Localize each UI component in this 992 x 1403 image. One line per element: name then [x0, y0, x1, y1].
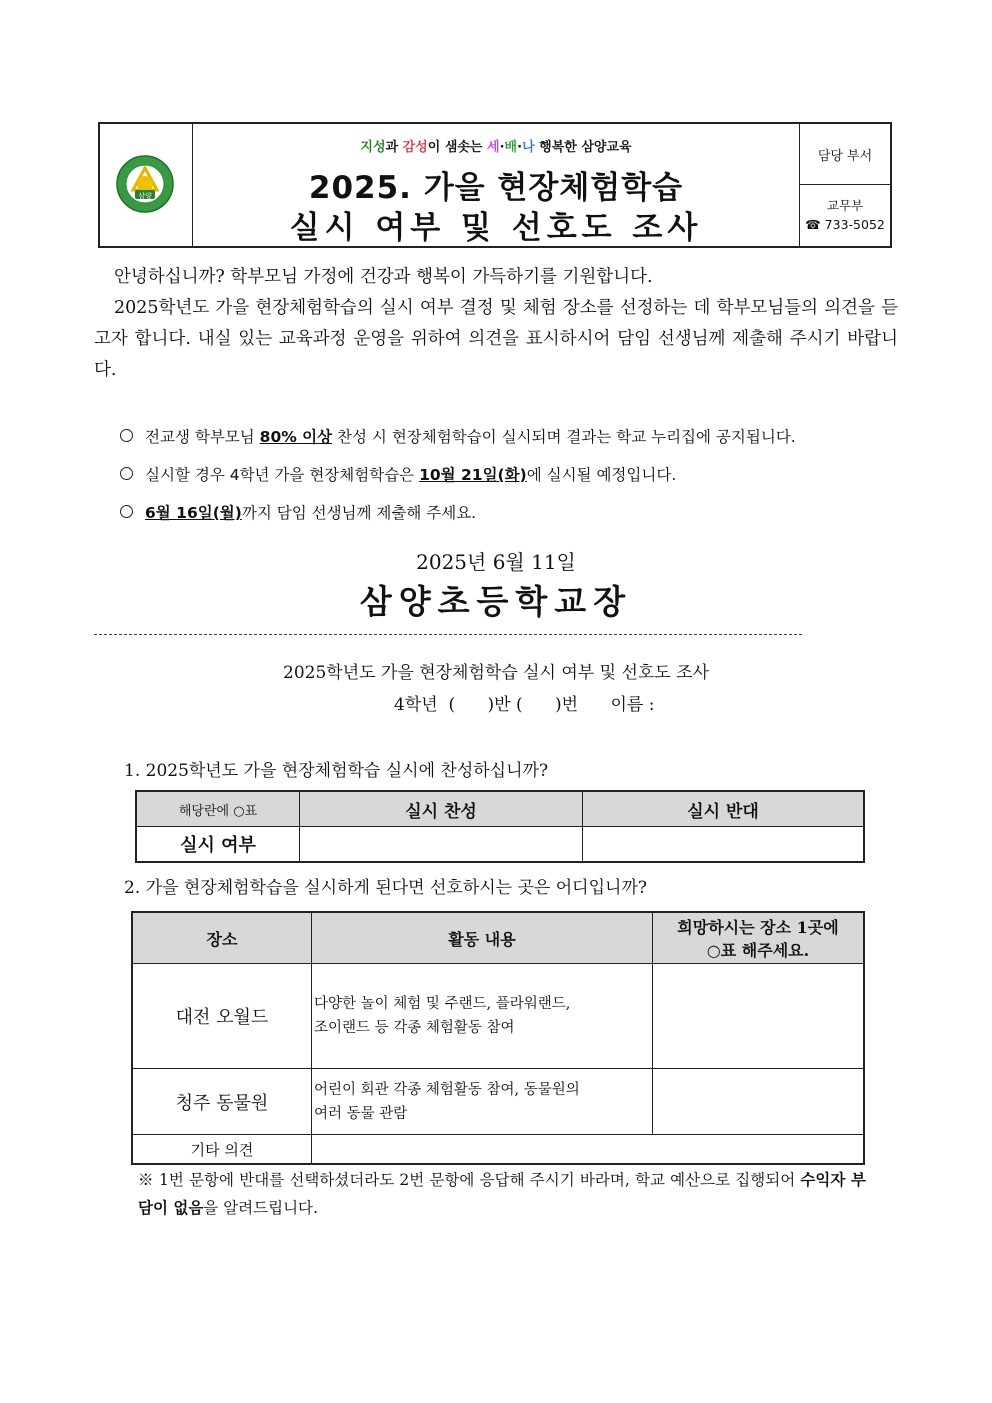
place-name: 대전 오월드 [132, 964, 312, 1069]
slogan-part: 지성 [360, 140, 386, 155]
cut-line [94, 634, 802, 635]
bullet-item [120, 425, 796, 447]
q1-table [135, 790, 865, 863]
activity-description [312, 1069, 653, 1135]
logo-text: 삼양 [138, 192, 152, 200]
footnote-emphasis: 수익자 부담이 없음 [138, 1170, 866, 1217]
table-row [132, 964, 864, 1069]
bullet-text: 까지 담임 선생님께 제출해 주세요. [241, 504, 477, 522]
activity-line: 다양한 놀이 체험 및 주랜드, 플라워랜드, [314, 996, 571, 1012]
intro-text [94, 262, 898, 386]
footnote [138, 1166, 866, 1222]
q1-yes-answer-cell[interactable] [300, 827, 583, 863]
logo-cell [100, 124, 193, 246]
bullet-text: 전교생 학부모님 [145, 428, 260, 446]
bullet-emphasis: 80% 이상 [259, 428, 333, 446]
table-row [132, 1069, 864, 1135]
bullet-text: 실시할 경우 4학년 가을 현장체험학습은 [145, 466, 420, 484]
doc-title-line2: 실시 여부 및 선호도 조사 [289, 210, 703, 246]
circle-bullet-icon [120, 467, 133, 480]
activity-description [312, 964, 653, 1069]
dept-phone: ☎ 733-5052 [805, 217, 885, 232]
dept-cell [799, 124, 890, 246]
slogan-part: 행복한 삼양교육 [534, 140, 632, 155]
dept-info [800, 186, 890, 234]
slogan [192, 136, 800, 155]
slogan-part: · [499, 140, 505, 155]
q2-pick-header-line: 희망하시는 장소 1곳에 [677, 918, 839, 937]
pick-answer-cell[interactable] [653, 1069, 865, 1135]
q1-hint-cell: 해당란에 ○표 [136, 791, 300, 827]
intro-body: 2025학년도 가을 현장체험학습의 실시 여부 결정 및 체험 장소를 선정하는 데 학부모님들의 의견을 듣고자 합니다. 내실 있는 교육과정 운영을 위하여 의견을 표시하시어 담임 선생님께 제출해 주시기 바랍니다. [94, 298, 898, 380]
title-box [98, 122, 892, 248]
slogan-part: · [517, 140, 523, 155]
q2-place-header: 장소 [132, 912, 312, 964]
bullet-item [120, 463, 676, 485]
circle-bullet-icon [120, 429, 133, 442]
q1-row-label: 실시 여부 [136, 827, 300, 863]
school-logo [115, 154, 175, 214]
doc-title-line1: 2025. 가을 현장체험학습 [308, 170, 684, 206]
place-name: 청주 동물원 [132, 1069, 312, 1135]
q2-activity-header: 활동 내용 [312, 912, 653, 964]
greeting: 안녕하십니까? 학부모님 가정에 건강과 행복이 가득하기를 기원합니다. [114, 267, 653, 287]
q1-no-answer-cell[interactable] [583, 827, 865, 863]
bullet-emphasis: 10월 21일(화) [419, 466, 527, 484]
slogan-part: 이 샘솟는 [427, 140, 488, 155]
dept-label: 담당 부서 [800, 124, 890, 185]
activity-line: 여러 동물 관람 [314, 1105, 408, 1122]
dept-name: 교무부 [826, 198, 864, 213]
student-info-line[interactable]: 4학년 ( )반 ( )번 이름 : [394, 695, 655, 715]
form-title: 2025학년도 가을 현장체험학습 실시 여부 및 선호도 조사 [283, 663, 709, 683]
circle-bullet-icon [120, 505, 133, 518]
issue-date: 2025년 6월 11일 [416, 550, 576, 574]
slogan-part: 과 [385, 140, 403, 155]
q2-pick-header-line: ○표 해주세요. [706, 941, 810, 960]
q2-table [131, 911, 865, 1165]
bullet-text: 찬성 시 현장체험학습이 실시되며 결과는 학교 누리집에 공지됩니다. [332, 428, 796, 446]
question-1: 1. 2025학년도 가을 현장체험학습 실시에 찬성하십니까? [124, 761, 549, 781]
pick-answer-cell[interactable] [653, 964, 865, 1069]
bullet-item [120, 501, 476, 523]
q1-yes-header: 실시 찬성 [300, 791, 583, 827]
bullet-emphasis: 16일(월) [176, 504, 242, 522]
bullet-emphasis: 6월 [145, 504, 177, 522]
other-opinion-label: 기타 의견 [132, 1135, 312, 1165]
slogan-part: 감성 [402, 140, 428, 155]
activity-line: 조이랜드 등 각종 체험활동 참여 [314, 1020, 515, 1036]
bullet-text: 에 실시될 예정입니다. [526, 466, 677, 484]
q1-no-header: 실시 반대 [583, 791, 865, 827]
footnote-text: ※ 1번 문항에 반대를 선택하셨더라도 2번 문항에 응답해 주시기 바라며, 학교 예산으로 집행되어 [138, 1171, 801, 1189]
other-opinion-field[interactable] [312, 1135, 865, 1165]
slogan-part: 세 [487, 140, 500, 155]
principal-signature: 삼양초등학교장 [359, 582, 633, 621]
q2-pick-header [653, 912, 865, 964]
footnote-text: 을 알려드립니다. [203, 1199, 318, 1217]
slogan-part: 배 [504, 140, 518, 155]
slogan-part: 나 [522, 140, 535, 155]
question-2: 2. 가을 현장체험학습을 실시하게 된다면 선호하시는 곳은 어디입니까? [124, 878, 647, 898]
activity-line: 어린이 회관 각종 체험활동 참여, 동물원의 [314, 1081, 580, 1098]
